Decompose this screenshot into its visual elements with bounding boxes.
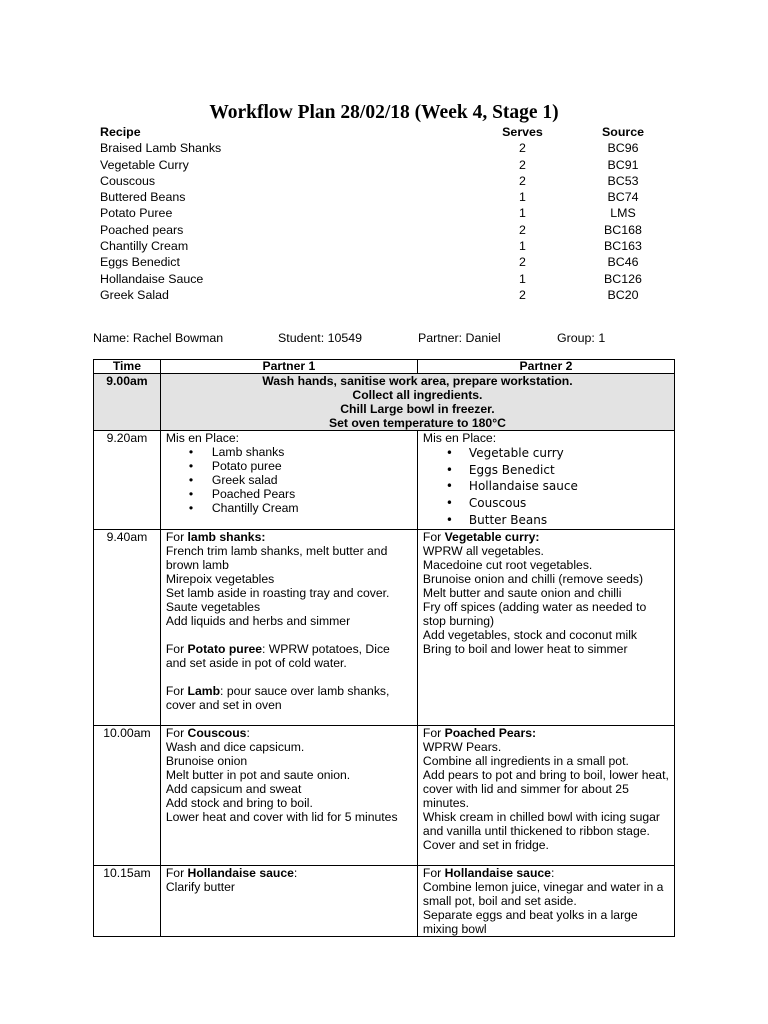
recipe-name: Buttered Beans (100, 190, 186, 205)
dish-name: Lamb (187, 683, 221, 698)
mise-heading: Mis en Place: (422, 431, 497, 445)
recipe-name: Couscous (100, 173, 156, 188)
recipe-name: Potato Puree (100, 206, 173, 221)
recipe-row (100, 173, 660, 189)
recipe-list-header (100, 124, 660, 140)
recipe-serves: 2 (519, 287, 526, 302)
partner1-cell: For Hollandaise sauce: Clarify butter (160, 865, 417, 936)
for-label: For (165, 865, 188, 880)
recipe-serves: 1 (519, 271, 526, 286)
step-line: Mirepoix vegetables (165, 571, 275, 586)
serves-header: Serves (502, 125, 543, 139)
step-text: : WPRW potatoes, Dice and set aside in pot of cold water. (165, 641, 390, 670)
list-item: • Greek salad (189, 473, 412, 487)
step-line: Cover and set in fridge. (422, 837, 549, 852)
partner2-header: Partner 2 (417, 360, 674, 374)
step-line: Melt butter in pot and saute onion. (165, 767, 351, 782)
list-item: • Hollandaise sauce (446, 478, 669, 495)
list-item: • Poached Pears (189, 487, 412, 501)
student-info (0, 331, 768, 347)
recipe-serves: 2 (519, 157, 526, 172)
recipe-row (100, 254, 660, 270)
dish-name: Potato puree (187, 641, 263, 656)
list-item: • Chantilly Cream (189, 501, 412, 515)
recipe-row (100, 238, 660, 254)
recipe-serves: 1 (519, 190, 526, 205)
student-number: Student: 10549 (278, 331, 363, 345)
step-line: WPRW all vegetables. (422, 543, 544, 558)
step-line: Add pears to pot and bring to boil, lower heat, cover with lid and simmer for about 25 minutes. (422, 767, 669, 810)
table-row (94, 431, 675, 530)
recipe-source: BC96 (607, 141, 639, 156)
step-line: Lower heat and cover with lid for 5 minutes (165, 809, 398, 824)
source-header: Source (601, 125, 644, 139)
task-line: Wash hands, sanitise work area, prepare workstation. (262, 374, 573, 388)
step-line: Combine lemon juice, vinegar and water in a small pot, boil and set aside. (422, 879, 664, 908)
step-line: Add capsicum and sweat (165, 781, 302, 796)
recipe-name: Braised Lamb Shanks (100, 141, 222, 156)
recipe-source: BC53 (607, 173, 639, 188)
list-item: • Couscous (446, 495, 669, 512)
recipe-name: Eggs Benedict (100, 255, 180, 270)
dish-name: lamb shanks: (187, 529, 266, 544)
recipe-list (100, 124, 660, 303)
partner2-cell: For Hollandaise sauce: Combine lemon juice, vinegar and water in a small pot, boil and set aside. Separate eggs and beat yolks in a large mixing bowl (417, 865, 674, 936)
step-line: Saute vegetables (165, 599, 261, 614)
time-cell: 10.15am (94, 865, 161, 936)
step-line: Combine all ingredients in a small pot. (422, 753, 629, 768)
step-line: Set lamb aside in roasting tray and cover. (165, 585, 390, 600)
recipe-source: BC163 (604, 239, 642, 254)
for-label: For (165, 725, 188, 740)
recipe-source: BC74 (607, 190, 639, 205)
recipe-source: BC20 (607, 287, 639, 302)
partner2-cell (417, 431, 674, 530)
partner2-cell (417, 725, 674, 865)
recipe-header: Recipe (100, 125, 141, 139)
step-line: Fry off spices (adding water as needed to stop burning) (422, 599, 647, 628)
recipe-row (100, 140, 660, 156)
step-text: : pour sauce over lamb shanks, cover and set in oven (165, 683, 390, 712)
recipe-name: Vegetable Curry (100, 157, 189, 172)
mise-heading: Mis en Place: (165, 431, 240, 445)
for-label: For (165, 683, 188, 698)
step-line: Add stock and bring to boil. (165, 795, 313, 810)
page-title: Workflow Plan 28/02/18 (Week 4, Stage 1) (209, 102, 559, 123)
list-item: • Vegetable curry (446, 445, 669, 462)
recipe-source: BC168 (604, 222, 642, 237)
step-line: Macedoine cut root vegetables. (422, 557, 593, 572)
time-cell: 10.00am (94, 725, 161, 865)
recipe-row (100, 157, 660, 173)
recipe-serves: 1 (519, 206, 526, 221)
mise-list (423, 445, 669, 529)
workflow-table (93, 359, 675, 937)
list-item: • Lamb shanks (189, 445, 412, 459)
recipe-serves: 2 (519, 255, 526, 270)
recipe-row (100, 271, 660, 287)
recipe-name: Chantilly Cream (100, 239, 189, 254)
list-item: • Potato puree (189, 459, 412, 473)
for-label: For (165, 529, 188, 544)
step-line: Melt butter and saute onion and chilli (422, 585, 622, 600)
partner-name: Partner: Daniel (418, 331, 501, 345)
for-label: For (422, 529, 445, 544)
recipe-serves: 2 (519, 222, 526, 237)
step-line: French trim lamb shanks, melt butter and brown lamb (165, 543, 388, 572)
step-line: Bring to boil and lower heat to simmer (422, 641, 628, 656)
task-line: Set oven temperature to 180°C (328, 416, 506, 430)
for-label: For (422, 865, 445, 880)
dish-name: Poached Pears: (444, 725, 537, 740)
time-cell: 9.20am (94, 431, 161, 530)
recipe-source: BC46 (607, 255, 639, 270)
step-line: Whisk cream in chilled bowl with icing sugar and vanilla until thickened to ribbon stage. (422, 809, 660, 838)
table-row (94, 725, 675, 865)
partner1-cell (160, 431, 417, 530)
task-line: Collect all ingredients. (352, 388, 483, 402)
step-line: Separate eggs and beat yolks in a large mixing bowl (422, 907, 638, 936)
recipe-serves: 2 (519, 141, 526, 156)
student-name: Name: Rachel Bowman (93, 331, 224, 345)
recipe-row (100, 205, 660, 221)
dish-name: Hollandaise sauce (444, 865, 551, 880)
partner1-cell (160, 529, 417, 725)
time-cell: 9.00am (94, 374, 161, 431)
time-cell: 9.40am (94, 529, 161, 725)
recipe-source: LMS (610, 206, 636, 221)
partner1-cell: For Couscous: Wash and dice capsicum. Brunoise onion Melt butter in pot and saute onion. Add capsicum and sweat Add stock and bring to boil. Lower heat and cover with lid for 5 minutes (160, 725, 417, 865)
step-line: Add liquids and herbs and simmer (165, 613, 351, 628)
for-label: For (422, 725, 445, 740)
table-row (94, 529, 675, 725)
step-line: Add vegetables, stock and coconut milk (422, 627, 638, 642)
partner1-header: Partner 1 (160, 360, 417, 374)
partner2-cell (417, 529, 674, 725)
shared-tasks-cell (160, 374, 674, 431)
recipe-source: BC126 (604, 271, 642, 286)
recipe-name: Poached pears (100, 222, 184, 237)
table-row (94, 374, 675, 431)
recipe-serves: 2 (519, 173, 526, 188)
recipe-source: BC91 (607, 157, 639, 172)
list-item: • Butter Beans (446, 512, 669, 529)
task-line: Chill Large bowl in freezer. (340, 402, 495, 416)
table-row (94, 865, 675, 936)
recipe-row (100, 189, 660, 205)
step-line: Brunoise onion and chilli (remove seeds) (422, 571, 644, 586)
dish-name: Hollandaise sauce (187, 865, 294, 880)
step-line: WPRW Pears. (422, 739, 502, 754)
mise-list (166, 445, 412, 515)
recipe-row (100, 222, 660, 238)
dish-name: Vegetable curry: (444, 529, 540, 544)
group-number: Group: 1 (557, 331, 606, 345)
step-line: Brunoise onion (165, 753, 248, 768)
step-line: Clarify butter (165, 879, 235, 894)
recipe-serves: 1 (519, 239, 526, 254)
recipe-name: Hollandaise Sauce (100, 271, 204, 286)
recipe-row (100, 287, 660, 303)
table-header-row (94, 360, 675, 374)
step-line: Wash and dice capsicum. (165, 739, 305, 754)
for-label: For (165, 641, 188, 656)
dish-name: Couscous (187, 725, 247, 740)
recipe-name: Greek Salad (100, 287, 169, 302)
time-header: Time (94, 360, 161, 374)
list-item: • Eggs Benedict (446, 462, 669, 479)
